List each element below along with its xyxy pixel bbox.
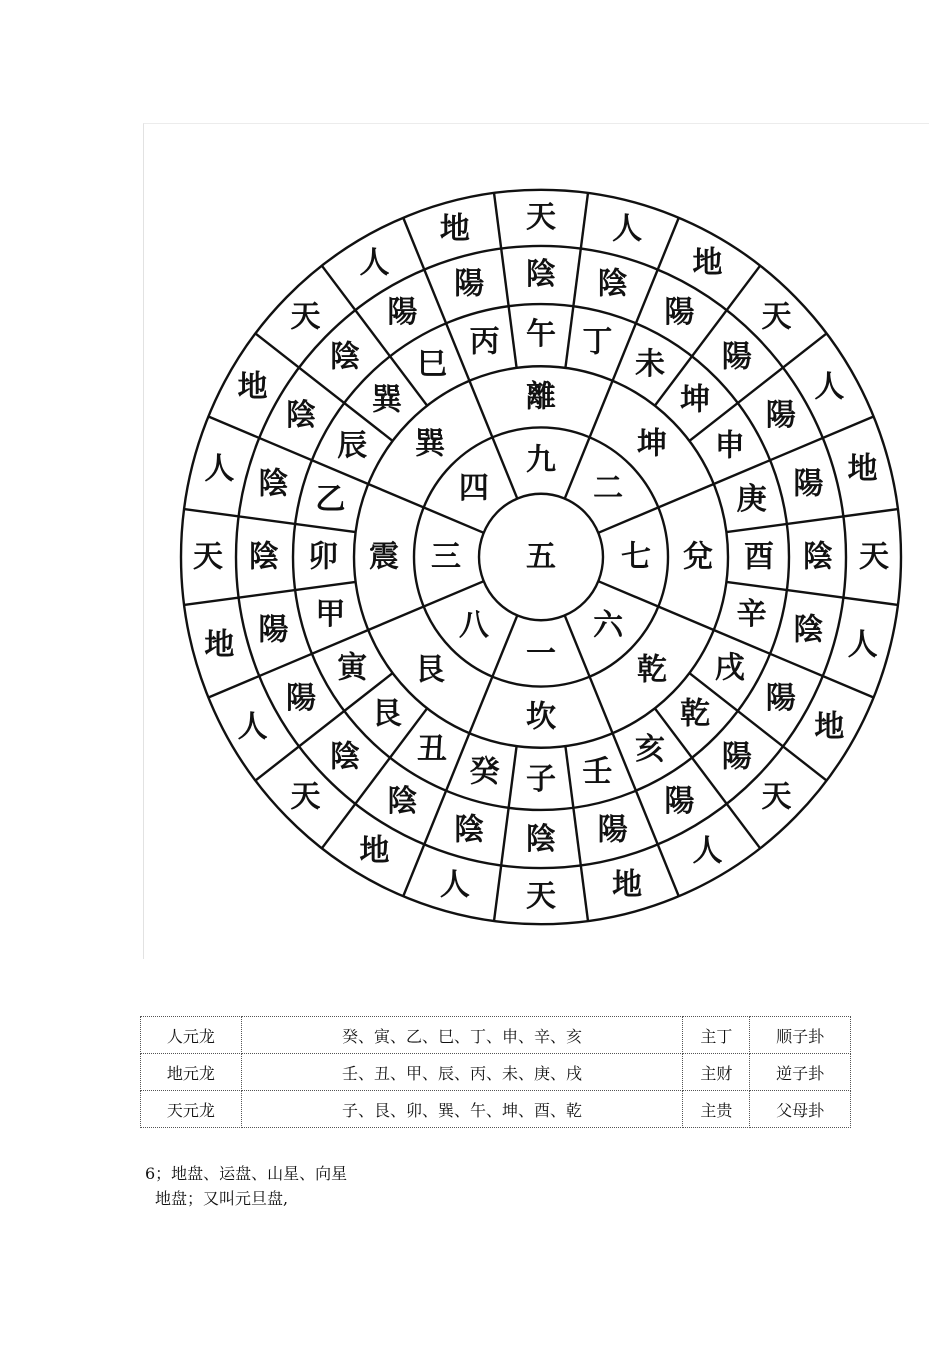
dragon-label: 人 (847, 627, 878, 663)
mountain-label: 乾 (680, 696, 711, 732)
mountain-label: 戌 (714, 650, 745, 686)
yinyang-label: 陽 (286, 680, 317, 716)
dragon-label: 地 (847, 451, 878, 487)
dragon-label: 天 (859, 539, 889, 575)
section-heading: 6；地盘、运盘、山星、向星 (145, 1164, 348, 1183)
star-number: 三 (431, 539, 461, 575)
mountain-list: 癸、寅、乙、巳、丁、申、辛、亥 (241, 1017, 683, 1054)
yinyang-label: 陰 (387, 784, 418, 820)
yinyang-label: 陰 (526, 256, 556, 292)
yinyang-label: 陰 (330, 739, 361, 775)
dragon-label: 地 (814, 709, 845, 745)
mountain-label: 壬 (582, 754, 613, 790)
yinyang-label: 陰 (249, 539, 279, 575)
compass-figure (143, 123, 929, 959)
dragon-label: 人 (204, 451, 235, 487)
dragon-label: 地 (204, 627, 235, 663)
mountain-label: 丑 (417, 732, 447, 768)
table-row (141, 1054, 851, 1091)
yinyang-label: 陰 (258, 466, 289, 502)
yinyang-label: 陽 (387, 294, 418, 330)
dragon-label: 人 (814, 369, 845, 405)
dragon-label: 地 (692, 245, 723, 281)
yinyang-label: 陰 (526, 822, 556, 858)
mountain-list: 子、艮、卯、巽、午、坤、酉、乾 (241, 1091, 683, 1128)
gua-type-cell: 父母卦 (750, 1091, 851, 1128)
mountain-label: 子 (526, 761, 556, 797)
yinyang-label: 陽 (765, 680, 796, 716)
star-number: 七 (621, 539, 651, 575)
gua-type-cell: 逆子卦 (750, 1054, 851, 1091)
dragon-label: 天 (526, 879, 556, 915)
dragon-label: 人 (692, 833, 723, 869)
dragon-label: 地 (612, 867, 643, 903)
yinyang-label: 陰 (330, 339, 361, 375)
star-number: 九 (526, 442, 556, 478)
dragon-name: 地元龙 (141, 1054, 242, 1091)
dragon-label: 天 (761, 779, 792, 815)
mountain-label: 辛 (736, 597, 767, 633)
star-number: 二 (593, 470, 624, 506)
dragon-name: 人元龙 (141, 1017, 242, 1054)
yinyang-label: 陽 (721, 339, 752, 375)
mountain-label: 辰 (337, 428, 368, 464)
mountain-label: 未 (635, 346, 665, 382)
mountain-label: 丁 (582, 324, 613, 360)
yinyang-label: 陰 (286, 398, 317, 434)
yinyang-label: 陰 (597, 266, 628, 302)
dragon-label: 地 (359, 833, 390, 869)
trigram-label: 巽 (414, 426, 445, 462)
mountain-label: 申 (714, 428, 745, 464)
trigram-label: 兌 (683, 539, 713, 575)
mountain-label: 艮 (371, 696, 402, 732)
mountain-label: 乙 (315, 481, 346, 517)
star-number: 一 (526, 636, 556, 672)
yinyang-label: 陽 (765, 398, 796, 434)
yinyang-label: 陽 (454, 266, 485, 302)
dragon-label: 天 (526, 199, 556, 235)
mountain-label: 寅 (337, 650, 368, 686)
yinyang-label: 陰 (793, 612, 824, 648)
dragon-name: 天元龙 (141, 1091, 242, 1128)
dragon-label: 人 (359, 245, 390, 281)
center-number: 五 (526, 539, 556, 575)
trigram-label: 乾 (637, 652, 668, 688)
feng-shui-compass-diagram (144, 124, 929, 959)
dragon-label: 人 (237, 709, 268, 745)
mountain-label: 癸 (469, 754, 500, 790)
yinyang-label: 陰 (454, 812, 485, 848)
trigram-label: 艮 (414, 652, 445, 688)
dragon-label: 天 (290, 299, 321, 335)
mountain-label: 坤 (680, 382, 711, 418)
gua-type-cell: 顺子卦 (750, 1017, 851, 1054)
mountain-label: 午 (526, 317, 556, 353)
mountain-label: 庚 (736, 481, 767, 517)
dragon-label: 地 (439, 211, 470, 247)
yinyang-label: 陽 (721, 739, 752, 775)
yinyang-label: 陽 (793, 466, 824, 502)
trigram-label: 離 (526, 379, 556, 415)
star-number: 四 (458, 470, 489, 506)
mountain-label: 卯 (308, 539, 338, 575)
dragon-label: 人 (612, 211, 643, 247)
governs-cell: 主财 (683, 1054, 750, 1091)
governs-cell: 主贵 (683, 1091, 750, 1128)
yinyang-label: 陽 (664, 294, 695, 330)
yinyang-label: 陽 (258, 612, 289, 648)
mountain-label: 巳 (417, 346, 447, 382)
star-number: 六 (593, 608, 624, 644)
yinyang-label: 陽 (597, 812, 628, 848)
governs-cell: 主丁 (683, 1017, 750, 1054)
mountain-label: 酉 (744, 539, 774, 575)
mountain-list: 壬、丑、甲、辰、丙、未、庚、戌 (241, 1054, 683, 1091)
table-row (141, 1091, 851, 1128)
table-row (141, 1017, 851, 1054)
mountain-label: 丙 (469, 324, 500, 360)
trigram-label: 坤 (637, 426, 668, 462)
dragon-label: 天 (290, 779, 321, 815)
mountain-label: 甲 (315, 597, 346, 633)
mountain-label: 巽 (371, 382, 402, 418)
mountain-label: 亥 (635, 732, 665, 768)
dragon-label: 人 (439, 867, 470, 903)
dragon-label: 天 (193, 539, 223, 575)
dragon-label: 地 (237, 369, 268, 405)
yinyang-label: 陰 (803, 539, 833, 575)
dragon-label: 天 (761, 299, 792, 335)
trigram-label: 震 (369, 539, 399, 575)
trigram-label: 坎 (526, 699, 556, 735)
yinyang-label: 陽 (664, 784, 695, 820)
section-text: 地盘；又叫元旦盘, (155, 1189, 289, 1208)
star-number: 八 (458, 608, 489, 644)
three-yuan-dragon-table (140, 1016, 851, 1128)
